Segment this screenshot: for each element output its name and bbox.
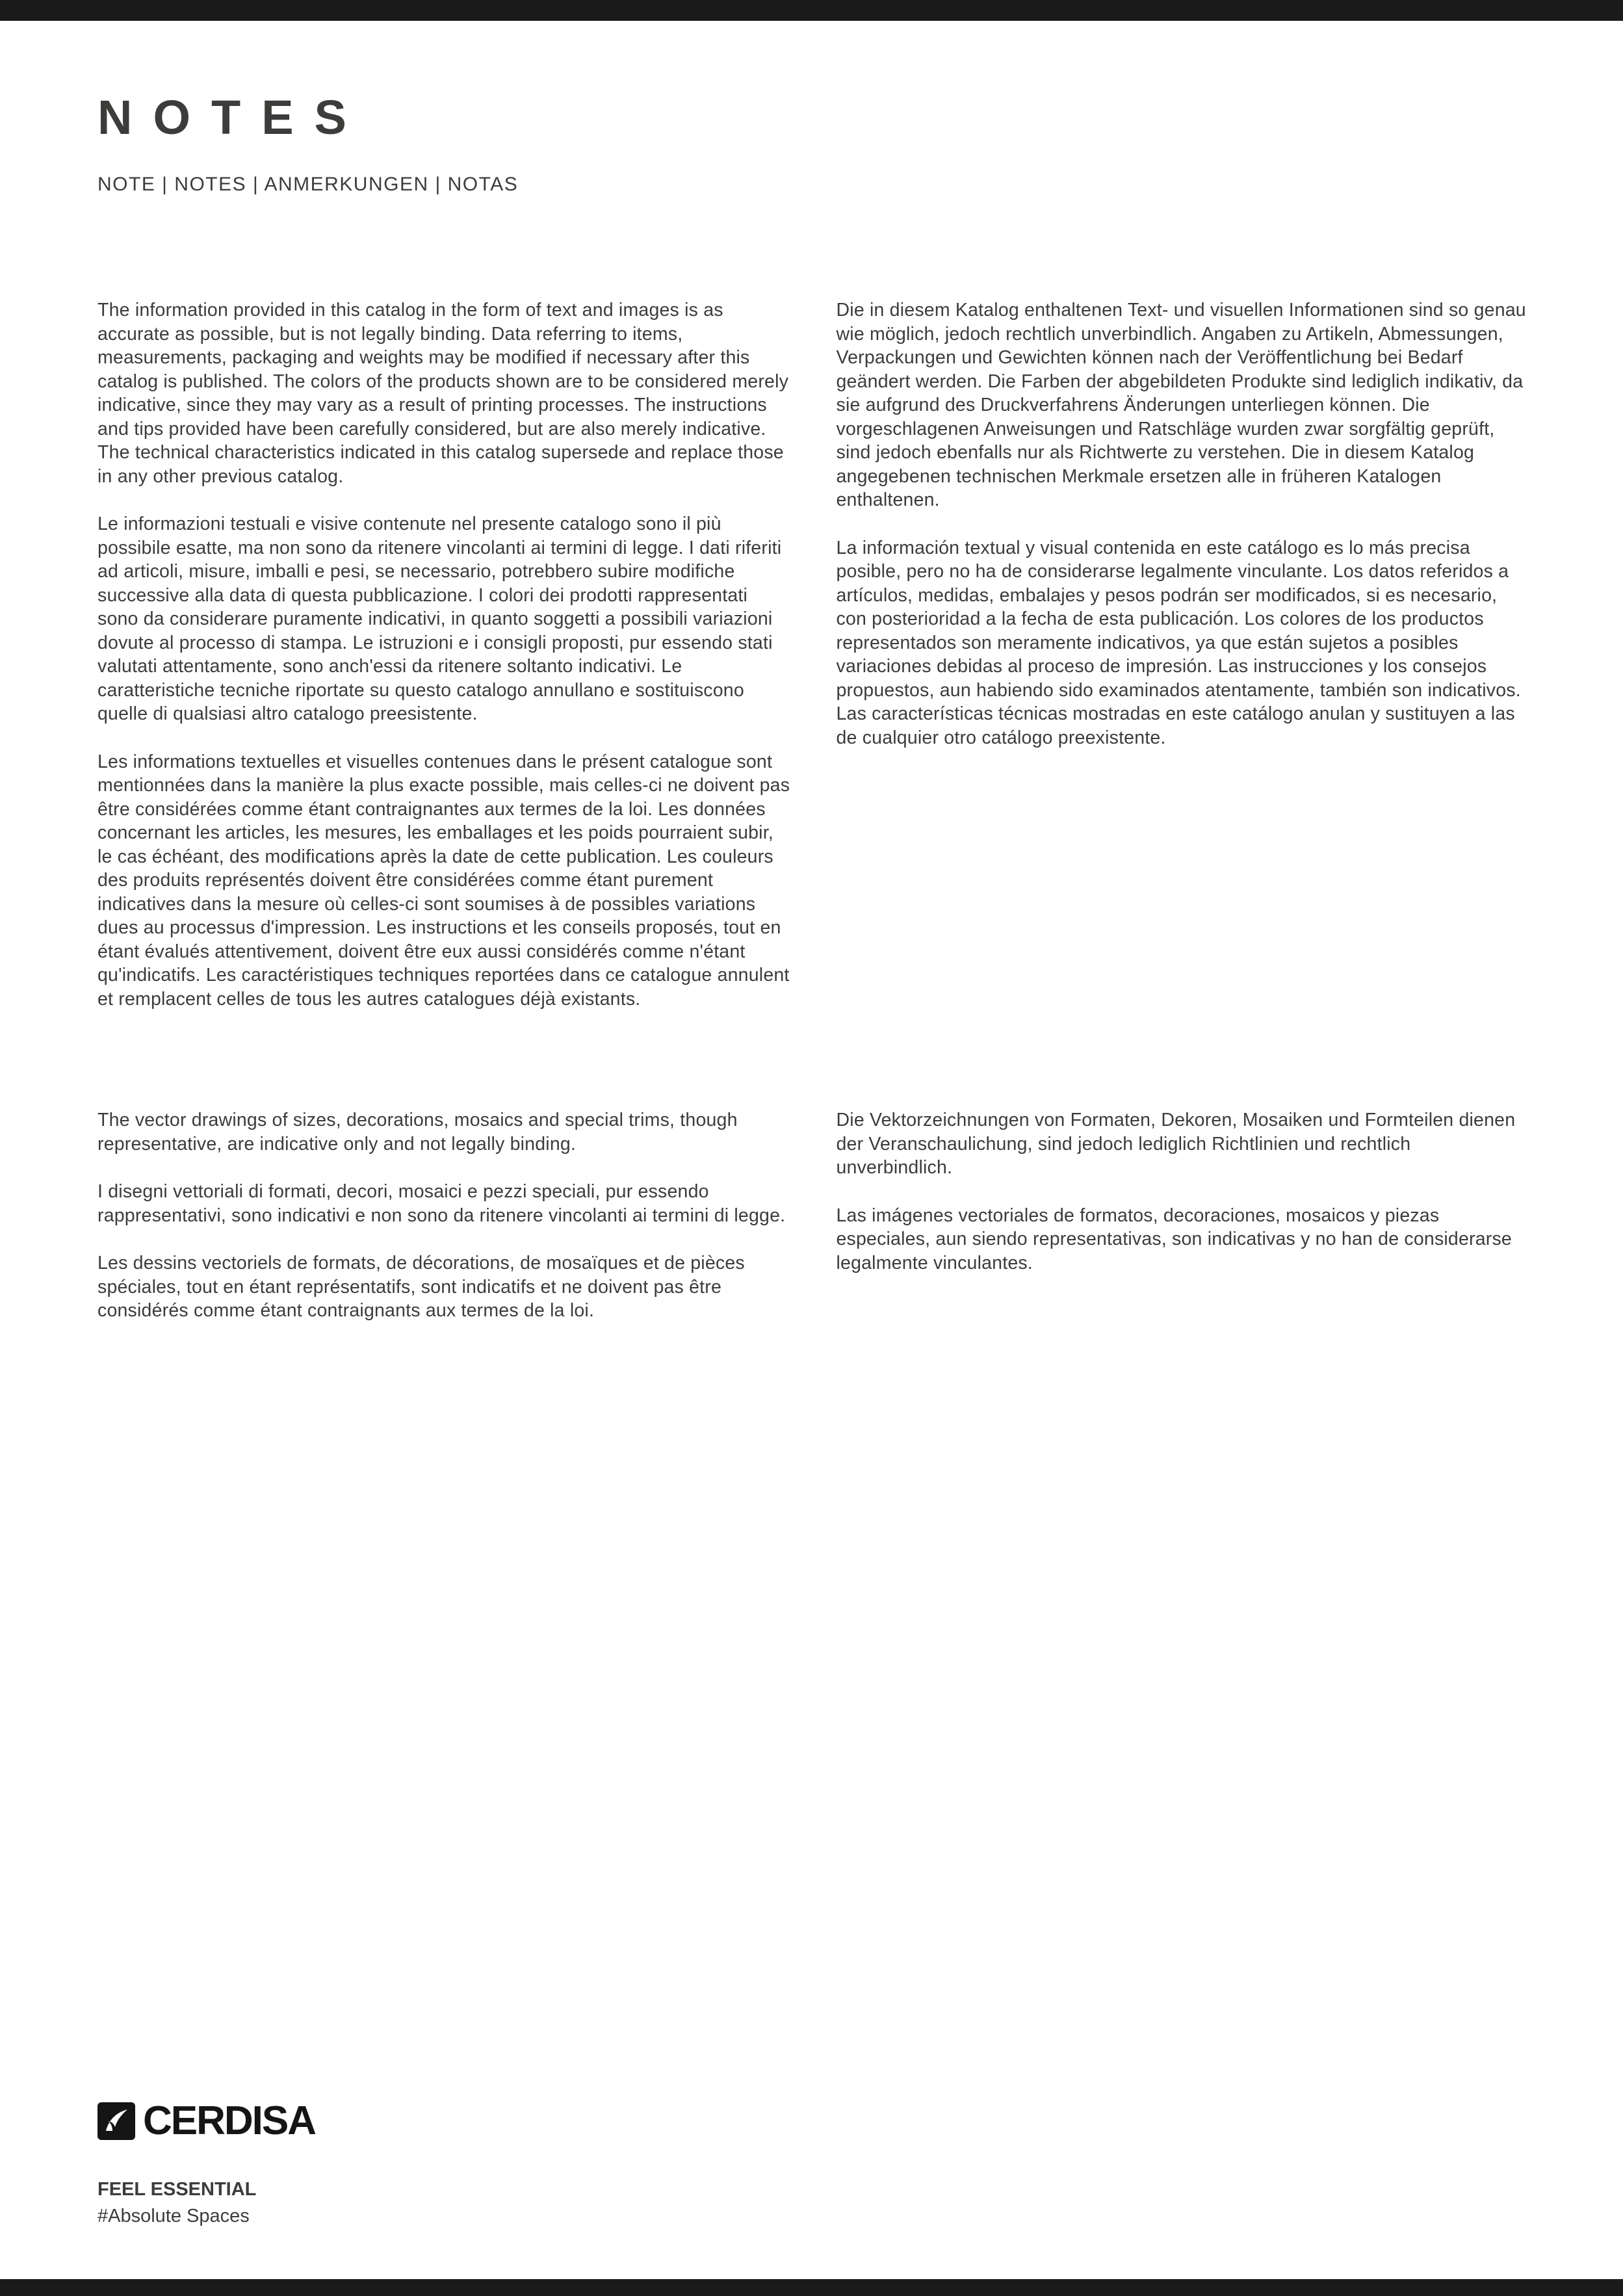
footer-tagline-absolute-spaces: #Absolute Spaces <box>97 2206 250 2226</box>
legal-paragraph-italian: Le informazioni testuali e visive contenute nel presente catalogo sono il più possibile esatte, ma non sono da ritenere vincolanti ai termini di legge. I dati riferiti ad articoli, misure, imballi e pesi, se necessario, potrebbero subire modifiche successive alla data di questa pubblicazione. I colori dei prodotti rappresentati sono da considerare puramente indicativi, in quanto soggetti a possibili variazioni dovute al processo di stampa. Le istruzioni e i consigli proposti, pur essendo stati valutati attentamente, sono anch'essi da ritenere soltanto indicativi. Le caratteristiche tecniche riportate su questo catalogo annullano e sostituiscono quelle di qualsiasi altro catalogo preesistente. <box>97 514 782 724</box>
page-title: NOTES <box>97 90 367 144</box>
legal-notes-section <box>97 298 1532 1011</box>
vector-paragraph-spanish: Las imágenes vectoriales de formatos, decoraciones, mosaicos y piezas especiales, aun siendo representativas, son indicativas y no han de considerarse legalmente vinculantes. <box>836 1205 1512 1273</box>
vector-drawings-section <box>97 1108 1532 1323</box>
legal-paragraph-english: The information provided in this catalog in the form of text and images is as accurate as possible, but is not legally binding. Data referring to items, measurements, packaging and weights may be modified if necessary after this catalog is published. The colors of the products shown are to be considered merely indicative, since they may vary as a result of printing processes. The instructions and tips provided have been carefully considered, but are also merely indicative. The technical characteristics indicated in this catalog supersede and replace those in any other previous catalog. <box>97 300 789 487</box>
vector-paragraph-french: Les dessins vectoriels de formats, de décorations, de mosaïques et de pièces spéciales, tout en étant représentatifs, sont indicatifs et ne doivent pas être considérés comme étant contraignants aux termes de la loi. <box>97 1253 745 1321</box>
legal-notes-right-column <box>837 298 1533 1011</box>
vector-drawings-right-column <box>837 1108 1533 1323</box>
bottom-border-bar <box>0 2279 1623 2296</box>
cerdisa-logo-icon <box>97 2102 135 2140</box>
vector-paragraph-english: The vector drawings of sizes, decorations, mosaics and special trims, though representative, are indicative only and not legally binding. <box>97 1110 738 1155</box>
vector-drawings-left-column <box>97 1108 794 1323</box>
footer-tagline-feel-essential: FEEL ESSENTIAL <box>97 2179 257 2200</box>
vector-paragraph-german: Die Vektorzeichnungen von Formaten, Dekoren, Mosaiken und Formteilen dienen der Veranschaulichung, sind jedoch lediglich Richtlinien und rechtlich unverbindlich. <box>836 1110 1516 1178</box>
page-subtitle: NOTE | NOTES | ANMERKUNGEN | NOTAS <box>97 174 519 195</box>
top-border-bar <box>0 0 1623 21</box>
cerdisa-logo <box>97 2098 316 2143</box>
vector-paragraph-italian: I disegni vettoriali di formati, decori, mosaici e pezzi speciali, pur essendo rappresentativi, sono indicativi e non sono da ritenere vincolanti ai termini di legge. <box>97 1181 786 1226</box>
legal-paragraph-french: Les informations textuelles et visuelles contenues dans le présent catalogue sont mentionnées dans la manière la plus exacte possible, mais celles-ci ne doivent pas être considérées comme étant contraignantes aux termes de la loi. Les données concernant les articles, les mesures, les emballages et les poids pourraient subir, le cas échéant, des modifications après la date de cette publication. Les couleurs des produits représentés doivent être considérées comme étant purement indicatives dans la mesure où celles-ci sont soumises à de possibles variations dues au processus d'impression. Les instructions et les conseils proposés, tout en étant évalués attentivement, doivent être eux aussi considérés comme n'étant qu'indicatifs. Les caractéristiques techniques reportées dans ce catalogue annulent et remplacent celles de tous les autres catalogues déjà existants. <box>97 751 790 1010</box>
page-content <box>97 21 1532 1323</box>
cerdisa-logo-text: CERDISA <box>143 2098 316 2143</box>
legal-paragraph-german: Die in diesem Katalog enthaltenen Text- und visuellen Informationen sind so genau wie möglich, jedoch rechtlich unverbindlich. Angaben zu Artikeln, Abmessungen, Verpackungen und Gewichten können nach der Veröffentlichung bei Bedarf geändert werden. Die Farben der abgebildeten Produkte sind lediglich indikativ, da sie aufgrund des Druckverfahrens Änderungen unterliegen können. Die vorgeschlagenen Anweisungen und Ratschläge wurden zwar sorgfältig geprüft, sind jedoch ebenfalls nur als Richtwerte zu verstehen. Die in diesem Katalog angegebenen technischen Merkmale ersetzen alle in früheren Katalogen enthaltenen. <box>836 300 1526 510</box>
page-footer <box>97 2098 316 2227</box>
legal-notes-left-column <box>97 298 794 1011</box>
legal-paragraph-spanish: La información textual y visual contenida en este catálogo es lo más precisa posible, pero no ha de considerarse legalmente vinculante. Los datos referidos a artículos, medidas, embalajes y pesos podrán ser modificados, si es necesario, con posterioridad a la fecha de esta publicación. Los colores de los productos representados son meramente indicativos, ya que están sujetos a posibles variaciones debidas al proceso de impresión. Las instrucciones y los consejos propuestos, aun habiendo sido examinados atentamente, también son indicativos. Las características técnicas mostradas en este catálogo anulan y sustituyen a las de cualquier otro catálogo preexistente. <box>836 537 1521 748</box>
